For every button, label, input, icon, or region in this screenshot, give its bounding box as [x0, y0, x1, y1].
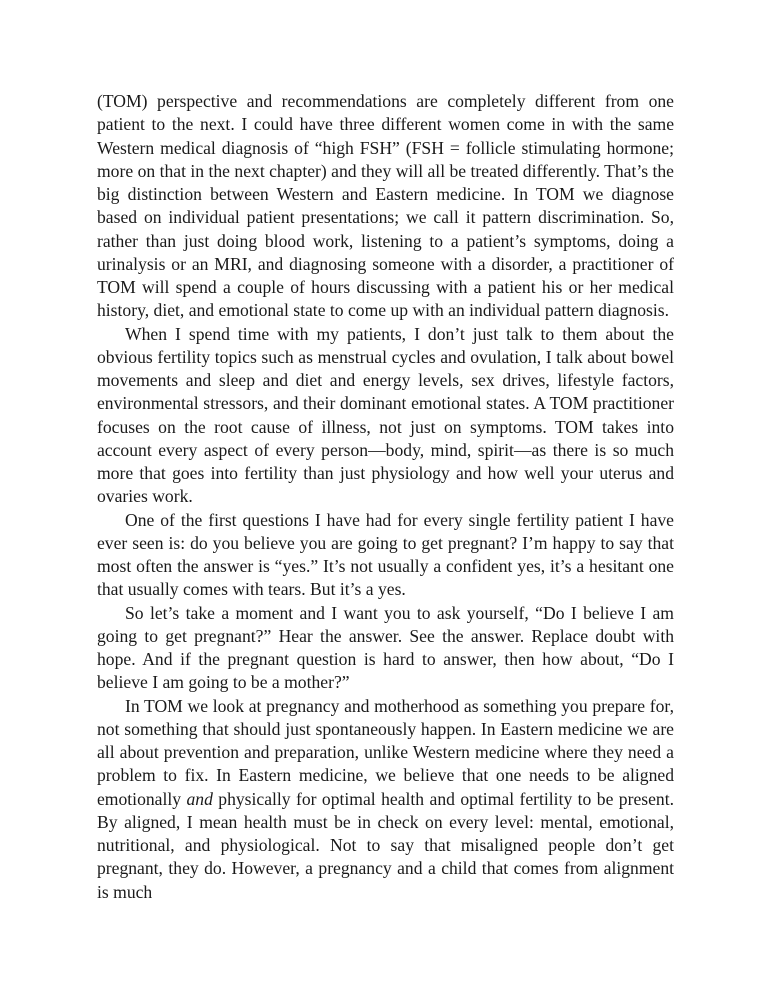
paragraph-5	[97, 695, 674, 904]
body-text	[97, 90, 674, 904]
paragraph-3-text: One of the first questions I have had for every single fertility patient I have ever seen is: do you believe you are going to get pregnant? I’m happy to say that most often the answer is “yes.” It’s not usually a confident yes, it’s a hesitant one that usually comes with tears. But it’s a yes.	[97, 509, 674, 600]
paragraph-4-text: So let’s take a moment and I want you to ask yourself, “Do I believe I am going to get pregnant?” Hear the answer. See the answer. Replace doubt with hope. And if the pregnant question is hard to answer, then how about, “Do I believe I am going to be a mother?”	[97, 602, 674, 693]
paragraph-1-text: (TOM) perspective and recommendations are completely different from one patient to the next. I could have three different women come in with the same Western medical diagnosis of “high FSH” (FSH = follicle stimulating hormone; more on that in the next chapter) and they will all be treated differently. That’s the big distinction between Western and Eastern medicine. In TOM we diagnose based on individual patient presentations; we call it pattern discrimination. So, rather than just doing blood work, listening to a patient’s symptoms, doing a urinalysis or an MRI, and diagnosing someone with a disorder, a practitioner of TOM will spend a couple of hours discussing with a patient his or her medical history, diet, and emotional state to come up with an individual pattern diagnosis.	[97, 91, 674, 321]
paragraph-4	[97, 602, 674, 695]
paragraph-2	[97, 323, 674, 509]
paragraph-5-text-start: In TOM we look at pregnancy and motherhood as something you prepare for, not something that should just spontaneously happen. In Eastern medicine we are all about prevention and preparation, unlike Western medicine where they need a problem to fix. In Eastern medicine, we believe that one needs to be aligned emotionally	[97, 695, 674, 809]
paragraph-1	[97, 90, 674, 323]
paragraph-3	[97, 509, 674, 602]
paragraph-5-emphasis: and	[186, 788, 213, 809]
paragraph-2-text: When I spend time with my patients, I don’t just talk to them about the obvious fertility topics such as menstrual cycles and ovulation, I talk about bowel movements and sleep and diet and energy levels, sex drives, lifestyle factors, environmental stressors, and their dominant emotional states. A TOM practitioner focuses on the root cause of illness, not just on symptoms. TOM takes into account every aspect of every person—body, mind, spirit—as there is so much more that goes into fertility than just physiology and how well your uterus and ovaries work.	[97, 323, 674, 507]
paragraph-5-text-end: physically for optimal health and optimal fertility to be present. By aligned, I mean health must be in check on every level: mental, emotional, nutritional, and physiological. Not to say that misaligned people don’t get pregnant, they do. However, a pregnancy and a child that comes from alignment is much	[97, 788, 674, 902]
